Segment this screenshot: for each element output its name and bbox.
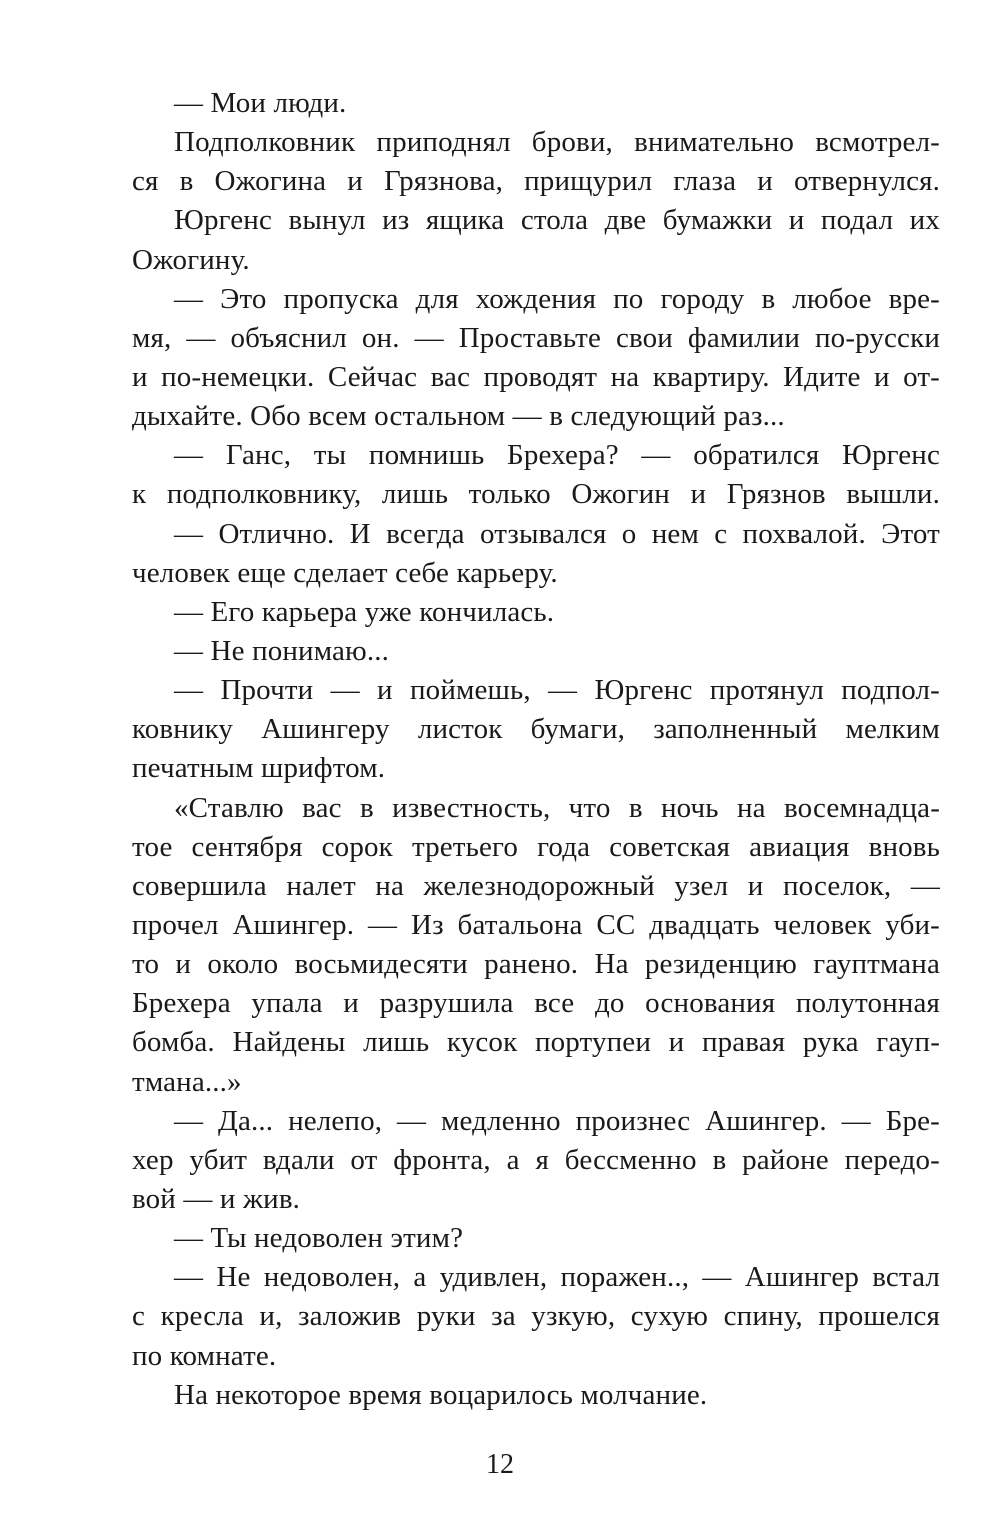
page-number: 12 [486, 1449, 514, 1480]
text-line: Юргенс вынул из ящика стола две бумажки и подал их [174, 204, 940, 237]
text-line: На некоторое время воцарилось молчание. [174, 1378, 708, 1411]
text-line: совершила налет на железнодорожный узел и поселок, — [132, 869, 940, 902]
text-line: — Мои люди. [174, 87, 347, 119]
text-line: вой — и жив. [132, 1182, 301, 1215]
text-line: печатным шрифтом. [132, 752, 386, 785]
text-line: — Не недоволен, а удивлен, поражен.., — Ашингер встал [174, 1261, 940, 1294]
text-line: Ожогину. [132, 243, 250, 276]
text-line: — Это пропуска для хождения по городу в любое вре- [174, 282, 940, 315]
text-line: «Ставлю вас в известность, что в ночь на восемнадца- [174, 791, 940, 824]
text-line: — Ты недоволен этим? [174, 1222, 464, 1255]
text-line: мя, — объяснил он. — Проставьте свои фамилии по-русски [132, 321, 940, 354]
text-line: дыхайте. Обо всем остальном — в следующий раз... [132, 400, 785, 433]
text-line: и по-немецки. Сейчас вас проводят на квартиру. Идите и от- [132, 360, 940, 393]
text-line: то и около восьмидесяти ранено. На резиденцию гауптмана [132, 948, 940, 981]
text-line: — Не понимаю... [174, 634, 390, 667]
text-line: с кресла и, заложив руки за узкую, сухую спину, прошелся [132, 1300, 940, 1333]
text-line: ся в Ожогина и Грязнова, прищурил глаза и отвернулся. [132, 165, 940, 198]
text-line: ковнику Ашингеру листок бумаги, заполненный мелким [132, 713, 940, 746]
page-body-text [132, 84, 940, 1415]
text-line: Брехера упала и разрушила все до основания полутонная [132, 987, 940, 1020]
text-line: хер убит вдали от фронта, а я бессменно в районе передо- [132, 1143, 940, 1176]
text-line: — Его карьера уже кончилась. [174, 595, 555, 628]
text-line: — Ганс, ты помнишь Брехера? — обратился Юргенс [174, 439, 940, 472]
text-line: — Отлично. И всегда отзывался о нем с похвалой. Этот [174, 517, 940, 550]
text-line: тое сентября сорок третьего года советская авиация вновь [132, 830, 940, 863]
text-line: бомба. Найдены лишь кусок портупеи и правая рука гауп- [132, 1026, 940, 1059]
text-line: тмана...» [132, 1065, 242, 1098]
text-line: человек еще сделает себе карьеру. [132, 556, 558, 589]
text-line: к подполковнику, лишь только Ожогин и Грязнов вышли. [132, 478, 940, 511]
text-line: — Прочти — и поймешь, — Юргенс протянул подпол- [174, 674, 940, 707]
text-line: — Да... нелепо, — медленно произнес Ашингер. — Бре- [174, 1104, 940, 1137]
text-line: по комнате. [132, 1339, 277, 1372]
text-line: Подполковник приподнял брови, внимательно всмотрел- [174, 126, 940, 159]
text-line: прочел Ашингер. — Из батальона СС двадцать человек уби- [132, 908, 940, 941]
